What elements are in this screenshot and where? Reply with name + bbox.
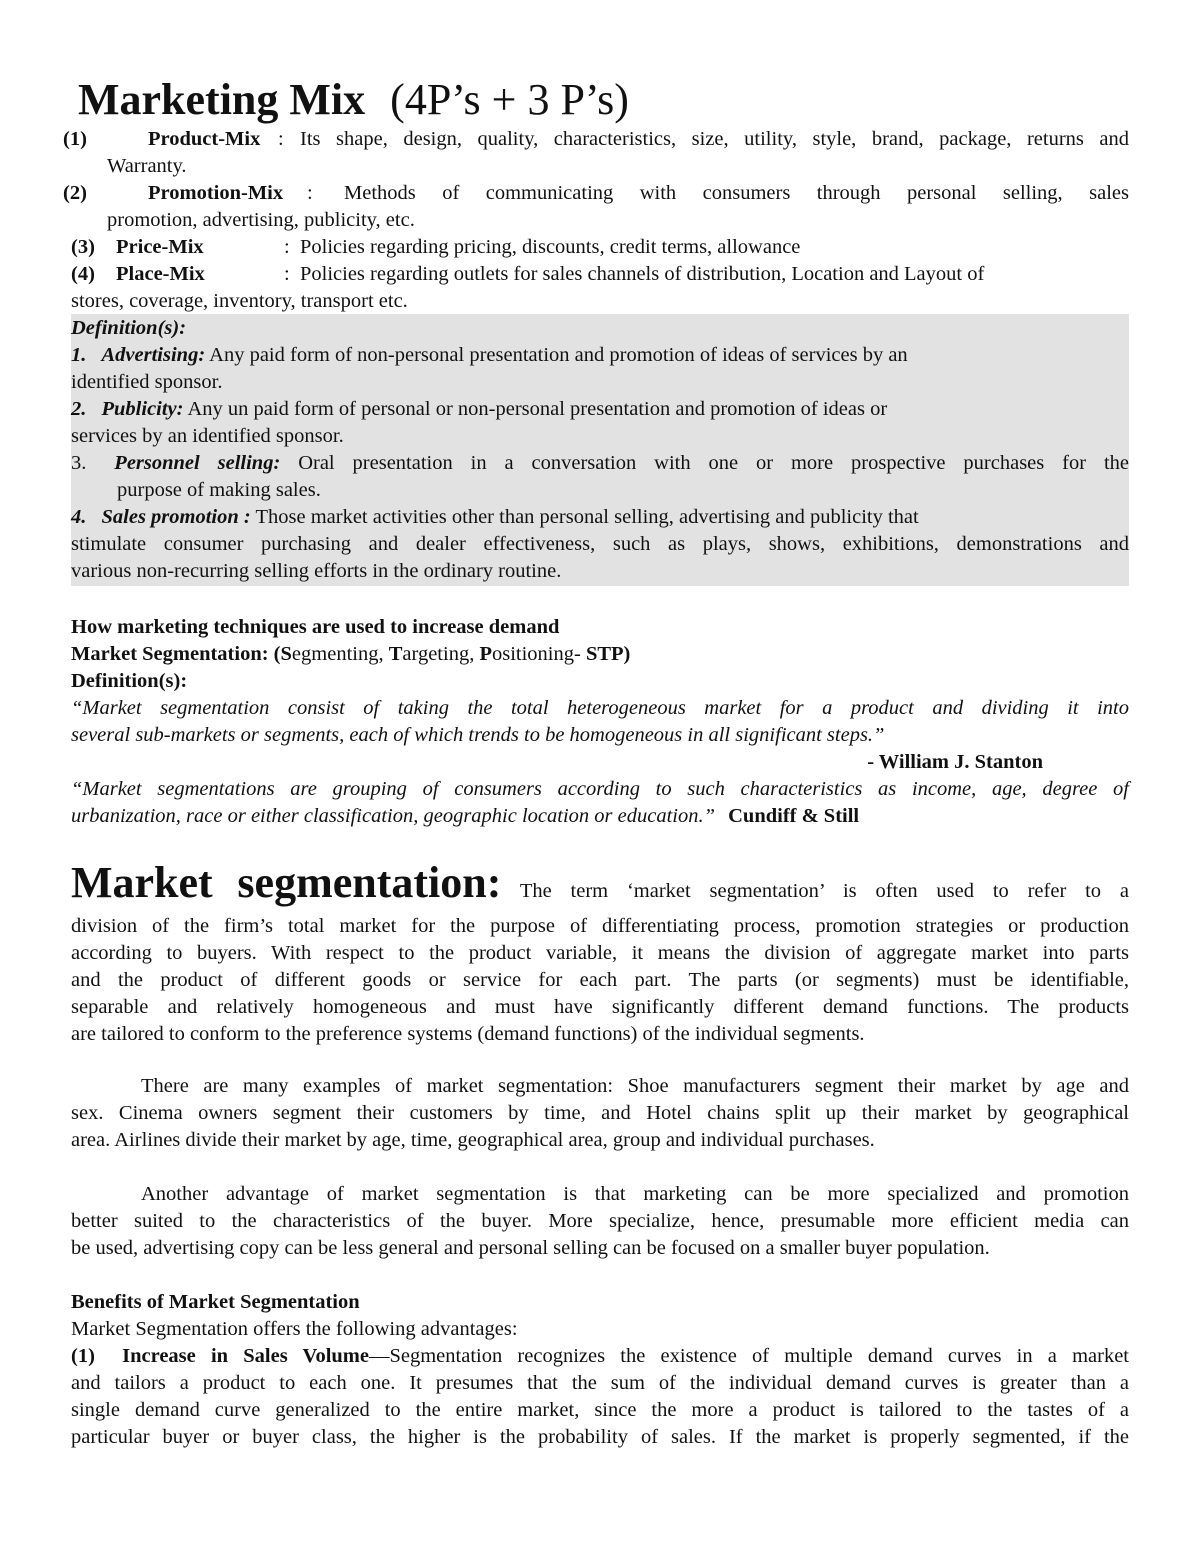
quote1-line: “Market segmentation consist of taking the total heterogeneous market for a product and dividing it into — [71, 697, 1129, 719]
mix-label: Price-Mix — [116, 236, 204, 258]
mix-item-2 — [63, 180, 1129, 234]
definition-line: various non-recurring selling efforts in the ordinary routine. — [71, 560, 562, 582]
definition-item — [71, 450, 1129, 504]
stp-s: S — [280, 643, 292, 665]
paragraph-text: There are many examples of market segmentation: Shoe manufacturers segment their market by age and — [141, 1075, 1129, 1097]
mix-text-cont: stores, coverage, inventory, transport etc. — [71, 290, 408, 312]
mix-num: (2) — [63, 182, 87, 204]
title-main: Marketing Mix — [78, 75, 366, 124]
segmentation-text: are tailored to conform to the preference systems (demand functions) of the individual segments. — [71, 1023, 865, 1045]
definition-num: 2. — [71, 398, 87, 420]
definition-line: Those market activities other than personal selling, advertising and publicity that — [255, 506, 919, 528]
definition-line: services by an identified sponsor. — [71, 425, 344, 447]
mix-colon: : — [307, 182, 313, 204]
mix-text-cont: Warranty. — [107, 155, 187, 177]
techniques-def-heading: Definition(s): — [71, 670, 188, 692]
techniques-heading: How marketing techniques are used to increase demand — [71, 616, 560, 638]
mix-item-3 — [71, 234, 1129, 261]
segmentation-text: division of the firm’s total market for the purpose of differentiating process, promotion strategies or production — [71, 915, 1129, 937]
mix-num: (3) — [71, 236, 95, 258]
paragraph-text: sex. Cinema owners segment their customers by time, and Hotel chains split up their market by geographical — [71, 1102, 1129, 1124]
definitions-heading: Definition(s): — [71, 317, 187, 339]
definition-term: Sales promotion : — [101, 506, 251, 528]
quote2-author: Cundiff & Still — [728, 805, 860, 827]
paragraph-text: Another advantage of market segmentation is that marketing can be more specialized and promotion — [141, 1183, 1129, 1205]
page-title — [78, 72, 629, 128]
definition-line: stimulate consumer purchasing and dealer effectiveness, such as plays, shows, exhibitions, demonstrations and — [71, 533, 1129, 555]
mix-colon: : — [278, 128, 284, 150]
benefit-text: particular buyer or buyer class, the higher is the probability of sales. If the market is properly segmented, if the — [71, 1426, 1129, 1448]
mix-label: Place-Mix — [116, 263, 205, 285]
paragraph-text: better suited to the characteristics of the buyer. More specialize, hence, presumable more efficient media can — [71, 1210, 1129, 1232]
stp-p: P — [479, 643, 492, 665]
definition-line: Any paid form of non-personal presentation and promotion of ideas of services by an — [209, 344, 908, 366]
quote1-line: several sub-markets or segments, each of which trends to be homogeneous in all significant steps.” — [71, 724, 885, 746]
definition-term: Advertising: — [101, 344, 206, 366]
mix-num: (4) — [71, 263, 95, 285]
segmentation-text: separable and relatively homogeneous and must have significantly different demand functions. The products — [71, 996, 1129, 1018]
benefits-section — [71, 1289, 1129, 1451]
segmentation-text: according to buyers. With respect to the product variable, it means the division of aggregate market into parts — [71, 942, 1129, 964]
stp-mid3: ositioning- — [491, 643, 586, 665]
segmentation-text: The term ‘market segmentation’ is often used to refer to a — [519, 880, 1129, 902]
mix-text-cont: promotion, advertising, publicity, etc. — [107, 209, 415, 231]
title-sub: (4P’s + 3 P’s) — [390, 75, 629, 124]
mix-text: Methods of communicating with consumers through personal selling, sales — [344, 182, 1129, 204]
quote2-line: urbanization, race or either classification, geographic location or education.” — [71, 805, 715, 827]
quote1-author: - William J. Stanton — [867, 751, 1043, 773]
definition-num: 1. — [71, 344, 87, 366]
stp-mid2: argeting, — [402, 643, 480, 665]
mix-colon: : — [284, 263, 290, 285]
definition-term: Publicity: — [101, 398, 184, 420]
definition-term: Personnel selling: — [114, 452, 281, 474]
stp-suffix: STP) — [585, 643, 631, 665]
paragraph-text: area. Airlines divide their market by age, time, geographical area, group and individual purchases. — [71, 1129, 875, 1151]
mix-item-4 — [71, 261, 1129, 315]
segmentation-section — [71, 858, 1129, 1048]
techniques-section — [71, 614, 1129, 830]
mix-text: Policies regarding outlets for sales channels of distribution, Location and Layout of — [300, 263, 985, 285]
definition-item — [71, 396, 1129, 450]
definitions-section — [71, 315, 1129, 585]
benefits-heading: Benefits of Market Segmentation — [71, 1291, 360, 1313]
quote2-line: “Market segmentations are grouping of consumers according to such characteristics as income, age, degree of — [71, 778, 1129, 800]
definition-line: Any un paid form of personal or non-personal presentation and promotion of ideas or — [187, 398, 888, 420]
segmentation-text: and the product of different goods or service for each part. The parts (or segments) must be identifiable, — [71, 969, 1129, 991]
paragraph-text: be used, advertising copy can be less general and personal selling can be focused on a smaller buyer population. — [71, 1237, 990, 1259]
stp-line — [71, 641, 1129, 668]
stp-mid1: egmenting, — [291, 643, 389, 665]
stp-prefix: Market Segmentation: ( — [71, 643, 281, 665]
definition-num: 3. — [71, 452, 87, 474]
mix-colon: : — [284, 236, 290, 258]
stp-t: T — [388, 643, 403, 665]
definition-item — [71, 504, 1129, 585]
mix-label: Product-Mix — [148, 128, 261, 150]
definition-line: Oral presentation in a conversation with one or more prospective purchases for the — [298, 452, 1130, 474]
mix-label: Promotion-Mix — [148, 182, 284, 204]
definition-line: identified sponsor. — [71, 371, 223, 393]
benefits-intro: Market Segmentation offers the following advantages: — [71, 1318, 518, 1340]
benefit-text: single demand curve generalized to the entire market, since the more a product is tailored to the tastes of a — [71, 1399, 1129, 1421]
benefit-text: and tailors a product to each one. It presumes that the sum of the individual demand curves is greater than a — [71, 1372, 1129, 1394]
benefit-num: (1) — [71, 1345, 95, 1367]
segmentation-title: Market segmentation: — [71, 858, 502, 907]
mix-text: Its shape, design, quality, characteristics, size, utility, style, brand, package, returns and — [300, 128, 1129, 150]
benefit-label: Increase in Sales Volume — [122, 1345, 369, 1367]
advantage-paragraph — [71, 1181, 1129, 1262]
mix-num: (1) — [63, 128, 87, 150]
definition-num: 4. — [71, 506, 87, 528]
definition-item — [71, 342, 1129, 396]
definition-line: purpose of making sales. — [117, 479, 321, 501]
benefit-text: —Segmentation recognizes the existence of multiple demand curves in a market — [368, 1345, 1130, 1367]
mix-text: Policies regarding pricing, discounts, credit terms, allowance — [300, 236, 801, 258]
mix-item-1 — [63, 126, 1129, 180]
examples-paragraph — [71, 1073, 1129, 1154]
